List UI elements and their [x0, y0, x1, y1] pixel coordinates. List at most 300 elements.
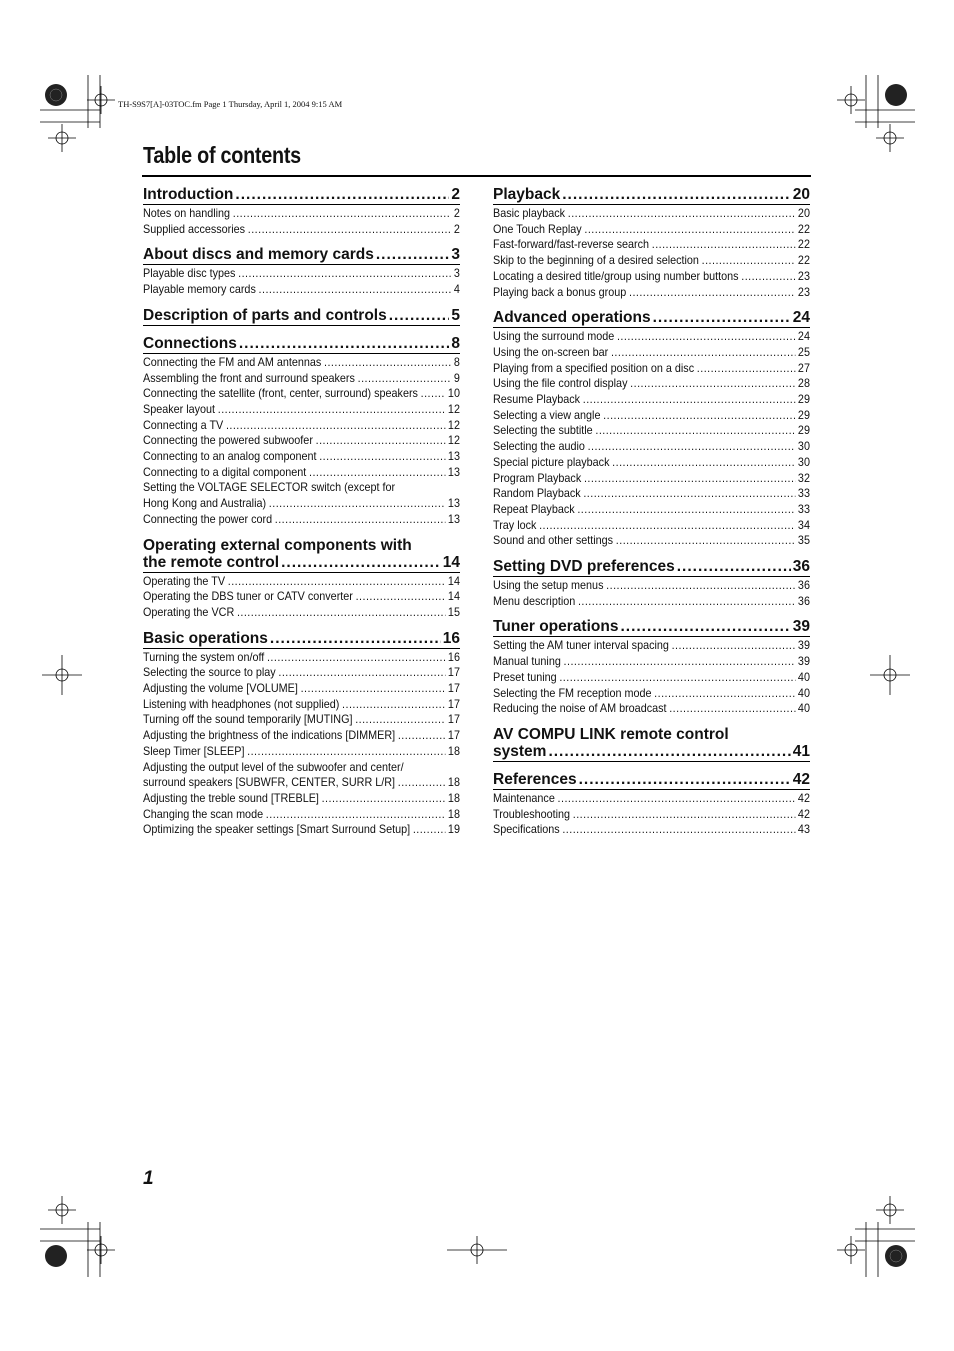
leader-dots — [421, 386, 446, 402]
toc-entry[interactable] — [143, 697, 460, 713]
toc-entry[interactable] — [493, 206, 810, 222]
section-page: 41 — [792, 742, 810, 760]
entry-page: 23 — [797, 268, 810, 283]
leader-dots — [398, 728, 445, 744]
leader-dots — [578, 594, 795, 610]
toc-entry[interactable] — [143, 681, 460, 697]
entry-title: surround speakers [SUBWFR, CENTER, SURR L/R] — [143, 775, 396, 790]
leader-dots — [562, 822, 795, 838]
entry-page: 17 — [447, 712, 460, 727]
entry-title: One Touch Replay — [493, 221, 582, 236]
toc-entry[interactable] — [143, 465, 460, 481]
entry-page: 12 — [447, 433, 460, 448]
section-heading[interactable] — [143, 630, 460, 649]
toc-section — [143, 630, 460, 838]
entry-title: Supplied accessories — [143, 221, 246, 236]
leader-dots — [218, 402, 445, 418]
entry-title: Playing from a specified position on a disc — [493, 360, 695, 375]
section-heading[interactable] — [493, 309, 810, 328]
entry-page: 39 — [797, 654, 810, 669]
leader-dots — [376, 246, 450, 263]
entry-title: Using the on-screen bar — [493, 344, 609, 359]
page-number: 1 — [143, 1168, 154, 1189]
entry-title: Selecting the source to play — [143, 665, 276, 680]
entry-title: Sound and other settings — [493, 533, 614, 548]
entry-page: 22 — [797, 253, 810, 268]
toc-entry[interactable] — [143, 744, 460, 760]
entry-page: 3 — [453, 266, 460, 281]
toc-entry[interactable] — [493, 594, 810, 610]
section-page: 14 — [442, 553, 460, 571]
leader-dots — [237, 605, 445, 621]
leader-dots — [356, 589, 446, 605]
toc-entry[interactable] — [143, 386, 460, 402]
section-page: 8 — [451, 334, 460, 352]
section-page: 36 — [792, 558, 810, 576]
toc-entry[interactable] — [493, 345, 810, 361]
toc-entry[interactable] — [493, 638, 810, 654]
toc-entry[interactable] — [493, 670, 810, 686]
toc-section — [143, 335, 460, 528]
leader-dots — [301, 681, 446, 697]
leader-dots — [247, 744, 445, 760]
section-title-cont: system — [493, 742, 547, 760]
entry-title: Connecting the powered subwoofer — [143, 433, 313, 448]
toc-section — [493, 726, 810, 762]
leader-dots — [654, 686, 795, 702]
leader-dots — [358, 371, 452, 387]
entry-page: 4 — [453, 282, 460, 297]
entry-title: Playable disc types — [143, 266, 236, 281]
section-page: 39 — [792, 618, 810, 636]
section-title: Setting DVD preferences — [493, 558, 675, 576]
toc-entry[interactable] — [493, 471, 810, 487]
entry-title: Connecting the FM and AM antennas — [143, 354, 322, 369]
leader-dots — [588, 439, 796, 455]
entry-page: 13 — [447, 496, 460, 511]
entry-title: Fast-forward/fast-reverse search — [493, 237, 650, 252]
leader-dots — [568, 206, 795, 222]
leader-dots — [579, 771, 791, 788]
section-heading[interactable] — [493, 186, 810, 205]
toc-entry[interactable] — [143, 791, 460, 807]
entry-page: 19 — [447, 822, 460, 837]
entry-title: Maintenance — [493, 790, 555, 805]
entry-title: Repeat Playback — [493, 501, 575, 516]
toc-entry[interactable] — [143, 605, 460, 621]
leader-dots — [239, 335, 450, 352]
entry-page: 16 — [447, 649, 460, 664]
entry-title: Troubleshooting — [493, 806, 571, 821]
entry-page: 13 — [447, 464, 460, 479]
section-title-line2 — [493, 743, 810, 760]
section-heading[interactable] — [493, 558, 810, 577]
toc-section — [493, 186, 810, 300]
leader-dots — [630, 376, 795, 392]
entry-title: Special picture playback — [493, 454, 610, 469]
toc-section — [143, 246, 460, 297]
entry-title: Changing the scan mode — [143, 806, 264, 821]
leader-dots — [269, 496, 445, 512]
leader-dots — [322, 791, 446, 807]
entry-page: 29 — [797, 407, 810, 422]
toc-section — [493, 309, 810, 549]
toc-entry[interactable] — [493, 455, 810, 471]
leader-dots — [266, 807, 445, 823]
entry-page: 36 — [797, 593, 810, 608]
section-title: Introduction — [143, 186, 234, 203]
entry-title: Playing back a bonus group — [493, 284, 627, 299]
entry-page: 28 — [797, 376, 810, 391]
entry-title: Operating the DBS tuner or CATV converter — [143, 589, 353, 604]
toc-section — [493, 771, 810, 838]
entry-title: Selecting the FM reception mode — [493, 685, 652, 700]
entry-page: 35 — [797, 533, 810, 548]
toc-entry[interactable]: Setting the VOLTAGE SELECTOR switch (except for — [143, 480, 396, 495]
toc-entry[interactable] — [493, 423, 810, 439]
leader-dots — [595, 423, 795, 439]
entry-title: Using the setup menus — [493, 578, 604, 593]
leader-dots — [606, 578, 795, 594]
entry-title: Connecting to a digital component — [143, 464, 307, 479]
entry-title: Preset tuning — [493, 669, 557, 684]
leader-dots — [611, 345, 795, 361]
leader-dots — [617, 329, 795, 345]
entry-page: 33 — [797, 486, 810, 501]
entry-page: 8 — [453, 354, 460, 369]
leader-dots — [319, 449, 445, 465]
toc-section — [143, 537, 460, 621]
leader-dots — [309, 465, 445, 481]
toc-entry[interactable] — [493, 533, 810, 549]
entry-title: Turning off the sound temporarily [MUTING] — [143, 712, 353, 727]
entry-title: Assembling the front and surround speakers — [143, 370, 355, 385]
toc-entry[interactable] — [143, 775, 460, 791]
leader-dots — [281, 554, 441, 571]
toc-right-column — [493, 186, 810, 847]
entry-page: 27 — [797, 360, 810, 375]
entry-page: 9 — [453, 370, 460, 385]
toc-section — [493, 558, 810, 609]
toc-entry[interactable] — [493, 253, 810, 269]
toc-entry[interactable] — [493, 361, 810, 377]
leader-dots — [398, 775, 445, 791]
entry-page: 40 — [797, 669, 810, 684]
entry-title: Manual tuning — [493, 654, 561, 669]
toc-entry[interactable] — [493, 791, 810, 807]
leader-dots — [672, 638, 796, 654]
toc-section — [143, 307, 460, 326]
toc-entry[interactable] — [143, 222, 460, 238]
entry-page: 15 — [447, 604, 460, 619]
leader-dots — [629, 285, 795, 301]
entry-title: Playable memory cards — [143, 282, 256, 297]
section-page: 24 — [792, 309, 810, 327]
entry-title: Connecting the power cord — [143, 511, 273, 526]
toc-entry[interactable] — [143, 650, 460, 666]
section-page: 3 — [451, 246, 460, 264]
leader-dots — [697, 361, 795, 377]
entry-title: Tray lock — [493, 517, 537, 532]
section-title: Basic operations — [143, 629, 268, 647]
leader-dots — [577, 502, 795, 518]
leader-dots — [559, 670, 795, 686]
section-page: 2 — [451, 186, 460, 203]
section-heading[interactable] — [493, 726, 810, 762]
entry-page: 20 — [797, 206, 810, 220]
leader-dots — [741, 269, 795, 285]
section-title: References — [493, 770, 577, 788]
toc-entry[interactable] — [143, 371, 460, 387]
entry-page: 18 — [447, 743, 460, 758]
toc-entry[interactable] — [493, 269, 810, 285]
toc-entry[interactable] — [143, 665, 460, 681]
entry-page: 42 — [797, 790, 810, 805]
entry-title: Connecting a TV — [143, 417, 224, 432]
section-heading[interactable] — [143, 537, 460, 573]
entry-title: Random Playback — [493, 486, 581, 501]
entry-title: Turning the system on/off — [143, 649, 265, 664]
leader-dots — [355, 712, 445, 728]
section-heading[interactable] — [143, 246, 460, 265]
entry-page: 22 — [797, 237, 810, 252]
entry-title: Using the file control display — [493, 376, 628, 391]
entry-title: Notes on handling — [143, 206, 231, 220]
entry-page: 13 — [447, 511, 460, 526]
entry-page: 36 — [797, 578, 810, 593]
toc-entry[interactable] — [493, 222, 810, 238]
entry-page: 30 — [797, 439, 810, 454]
section-title: Connections — [143, 334, 237, 352]
entry-title: Operating the VCR — [143, 604, 235, 619]
section-title: Advanced operations — [493, 309, 651, 327]
entry-title: Program Playback — [493, 470, 582, 485]
leader-dots — [342, 697, 445, 713]
entry-page: 17 — [447, 696, 460, 711]
entry-title: Adjusting the volume [VOLUME] — [143, 681, 298, 696]
entry-title: Selecting the subtitle — [493, 423, 593, 438]
section-page: 20 — [792, 186, 810, 203]
entry-page: 24 — [797, 329, 810, 344]
toc-entry[interactable] — [493, 518, 810, 534]
entry-page: 42 — [797, 806, 810, 821]
section-heading[interactable] — [143, 335, 460, 354]
entry-page: 14 — [447, 573, 460, 588]
entry-title: Setting the AM tuner interval spacing — [493, 638, 669, 653]
leader-dots — [584, 471, 795, 487]
leader-dots — [612, 455, 795, 471]
toc-entry[interactable] — [143, 574, 460, 590]
entry-title: Adjusting the treble sound [TREBLE] — [143, 790, 319, 805]
leader-dots — [677, 558, 791, 575]
toc-entry[interactable] — [493, 502, 810, 518]
entry-page: 17 — [447, 681, 460, 696]
entry-page: 33 — [797, 501, 810, 516]
entry-title: Specifications — [493, 822, 560, 837]
entry-title: Selecting a view angle — [493, 407, 601, 422]
entry-page: 25 — [797, 344, 810, 359]
leader-dots — [316, 433, 446, 449]
entry-title: Resume Playback — [493, 392, 581, 407]
leader-dots — [558, 791, 796, 807]
leader-dots — [616, 533, 795, 549]
section-title: Playback — [493, 186, 561, 203]
entry-page: 2 — [453, 206, 460, 220]
entry-title: Connecting to an analog component — [143, 449, 317, 464]
leader-dots — [702, 253, 796, 269]
entry-page: 17 — [447, 665, 460, 680]
section-title: Description of parts and controls — [143, 306, 387, 324]
entry-page: 29 — [797, 392, 810, 407]
toc-entry[interactable] — [493, 701, 810, 717]
toc-entry[interactable] — [143, 282, 460, 298]
entry-title: Using the surround mode — [493, 329, 615, 344]
entry-title: Hong Kong and Australia) — [143, 496, 267, 511]
leader-dots — [539, 518, 795, 534]
toc-left-column — [143, 186, 460, 847]
section-title-cont: the remote control — [143, 553, 280, 571]
section-title: AV COMPU LINK remote control — [493, 725, 729, 743]
toc-entry[interactable] — [493, 392, 810, 408]
entry-title: Optimizing the speaker settings [Smart Surround Setup] — [143, 822, 411, 837]
leader-dots — [226, 418, 445, 434]
toc-entry[interactable] — [493, 329, 810, 345]
toc-entry[interactable] — [493, 807, 810, 823]
toc-entry[interactable]: Adjusting the output level of the subwoofer and center/ — [143, 759, 404, 774]
entry-page: 40 — [797, 701, 810, 716]
toc-entry[interactable] — [143, 589, 460, 605]
entry-page: 18 — [447, 790, 460, 805]
leader-dots — [233, 206, 451, 222]
entry-page: 12 — [447, 417, 460, 432]
leader-dots — [548, 743, 790, 760]
section-page: 42 — [792, 770, 810, 788]
entry-title: Menu description — [493, 593, 576, 608]
entry-title: Reducing the noise of AM broadcast — [493, 701, 667, 716]
section-heading[interactable] — [493, 771, 810, 790]
leader-dots — [413, 822, 445, 838]
section-heading[interactable] — [493, 618, 810, 637]
entry-page: 30 — [797, 454, 810, 469]
title-rule — [142, 175, 811, 177]
section-title: Tuner operations — [493, 618, 619, 636]
leader-dots — [235, 186, 449, 203]
toc-section — [493, 618, 810, 717]
entry-page: 39 — [797, 638, 810, 653]
entry-title: Operating the TV — [143, 573, 226, 588]
entry-page: 43 — [797, 822, 810, 837]
leader-dots — [275, 512, 445, 528]
toc-entry[interactable] — [143, 355, 460, 371]
entry-title: Adjusting the brightness of the indications [DIMMER] — [143, 728, 396, 743]
entry-title: Basic playback — [493, 206, 566, 220]
section-title-line2 — [143, 554, 460, 571]
entry-page: 18 — [447, 806, 460, 821]
section-title: Operating external components with — [143, 536, 412, 554]
entry-title: Connecting the satellite (front, center, surround) speakers — [143, 386, 418, 401]
entry-page: 13 — [447, 449, 460, 464]
toc-entry[interactable] — [143, 512, 460, 528]
toc-section — [143, 186, 460, 237]
toc-entry[interactable] — [143, 418, 460, 434]
leader-dots — [620, 618, 790, 635]
leader-dots — [267, 650, 445, 666]
entry-title: Sleep Timer [SLEEP] — [143, 743, 245, 758]
entry-title: Skip to the beginning of a desired selection — [493, 253, 699, 268]
leader-dots — [278, 665, 445, 681]
page-title: Table of contents — [143, 142, 301, 168]
section-page: 5 — [451, 306, 460, 324]
toc-entry[interactable] — [493, 654, 810, 670]
leader-dots — [324, 355, 451, 371]
leader-dots — [583, 392, 795, 408]
section-heading[interactable] — [143, 186, 460, 205]
toc-entry[interactable] — [143, 712, 460, 728]
toc-entry[interactable] — [143, 807, 460, 823]
toc-entry[interactable] — [143, 728, 460, 744]
toc-entry[interactable] — [143, 449, 460, 465]
leader-dots — [653, 309, 791, 326]
leader-dots — [238, 266, 451, 282]
toc-entry[interactable] — [143, 206, 460, 222]
leader-dots — [270, 630, 441, 647]
toc-entry[interactable] — [493, 237, 810, 253]
leader-dots — [564, 654, 796, 670]
toc-entry[interactable] — [493, 486, 810, 502]
section-page: 16 — [442, 629, 460, 647]
entry-page: 40 — [797, 685, 810, 700]
entry-page: 12 — [447, 401, 460, 416]
entry-page: 32 — [797, 470, 810, 485]
toc-entry[interactable] — [143, 433, 460, 449]
entry-page: 18 — [447, 775, 460, 790]
toc-entry[interactable] — [493, 376, 810, 392]
toc-entry[interactable] — [493, 578, 810, 594]
entry-title: Listening with headphones (not supplied) — [143, 696, 340, 711]
toc-entry[interactable] — [493, 408, 810, 424]
toc-entry[interactable] — [493, 822, 810, 838]
leader-dots — [603, 408, 795, 424]
leader-dots — [583, 486, 795, 502]
entry-title: Speaker layout — [143, 401, 216, 416]
leader-dots — [259, 282, 452, 298]
leader-dots — [248, 222, 451, 238]
leader-dots — [389, 307, 450, 324]
entry-page: 10 — [447, 386, 460, 401]
toc-entry[interactable] — [493, 439, 810, 455]
entry-page: 34 — [797, 517, 810, 532]
entry-page: 22 — [797, 221, 810, 236]
entry-title: Locating a desired title/group using number buttons — [493, 268, 739, 283]
leader-dots — [562, 186, 791, 203]
leader-dots — [669, 701, 795, 717]
toc-entry[interactable] — [143, 822, 460, 838]
toc-entry[interactable] — [493, 285, 810, 301]
entry-page: 2 — [453, 221, 460, 236]
entry-page: 29 — [797, 423, 810, 438]
toc-entry[interactable] — [143, 402, 460, 418]
entry-page: 17 — [447, 728, 460, 743]
toc-entry[interactable] — [143, 496, 460, 512]
entry-page: 23 — [797, 284, 810, 299]
file-info-line: TH-S9S7[A]-03TOC.fm Page 1 Thursday, April 1, 2004 9:15 AM — [118, 99, 343, 109]
leader-dots — [573, 807, 795, 823]
leader-dots — [228, 574, 445, 590]
section-title: About discs and memory cards — [143, 246, 374, 264]
section-heading[interactable] — [143, 307, 460, 326]
toc-entry[interactable] — [493, 686, 810, 702]
toc-entry[interactable] — [143, 266, 460, 282]
